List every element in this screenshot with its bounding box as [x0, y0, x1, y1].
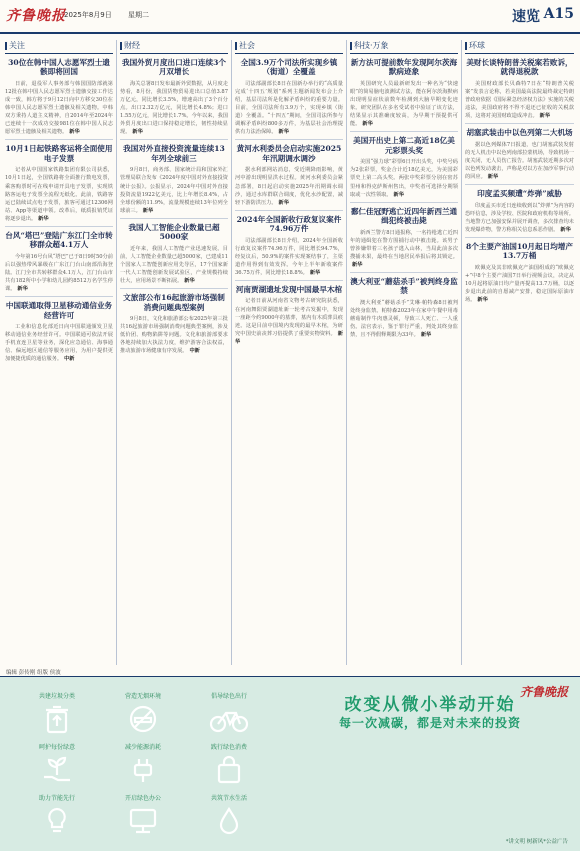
article — [235, 215, 343, 281]
article-headline: 印度孟买频遭“炸弹”威胁 — [477, 189, 562, 199]
article-body: 近年来，我国人工智能产业迅速发展。目前，人工智能企业数量已超5000家，已建成11个国家人工智能创新应用先导区，17个国家新一代人工智能创新发展试验区，产业规模持续壮大，应用场景不断拓展。 新华 — [120, 245, 228, 284]
bicycle-icon — [205, 702, 253, 736]
article — [120, 223, 228, 289]
article-credit: 新华 — [539, 113, 551, 120]
article-credit: 新华 — [142, 207, 154, 214]
column-heading: 财经 — [120, 40, 228, 54]
article-body: 英国研究人员最新研发出一种名为“快速眼”的简易脑电波测试方法，能在阿尔茨海默病出现明显症状前数年检测到大脑早期变化迹象。研究团队在多名受试者中验证了该方法，结果显示其准确度较高，为早期干预提供可能。 新华 — [350, 80, 458, 128]
article-credit: 新华 — [278, 199, 289, 206]
computer-icon — [119, 804, 167, 838]
page-number: A15 — [543, 6, 574, 22]
editor-credits: 编辑 彭传刚 组版 侯波 — [6, 670, 61, 676]
article-body: 新西兰警方8日通报称，一名持枪逃亡近四年的通缉犯在警方围捕行动中被击毙。该男子曾涉嫌带着三名孩子逃入山林，当局此前多次搜捕未果，最终在当地居民举报后将其锁定。新华 — [350, 229, 458, 268]
article-headline: 台风“塔巴”登陆广东江门全市转移群众超4.1万人 — [5, 230, 113, 250]
article-body: 美国财政部长贝森特7日在“特朗普关税案”发表言论称，若美国最高法院最终裁定特朗普政府依据《国际紧急经济权力法》实施的关税违法，美国政府将不得不退还已征收的关税款项，这将对美国财政造成冲击。 新华 — [465, 80, 574, 120]
article-body: 记者从中国国家铁路集团有限公司获悉，10月1日起，全国铁路将全面推行数电发票，乘客购票时可在线申请开具电子发票，实现铁路客运电子发票全流程无纸化。此前，铁路客运已陆续试点电子发票，旅客可通过12306网站、App等渠道申领。改革后，纸质报销凭证将逐步退出。 新华 — [5, 167, 113, 222]
article-body: 海关总署8日发布最新外贸数据，从月度走势看，8月份，我国货物贸易进出口总值3.87万亿元，同比增长3.5%，增速高出了3个百分点。出口2.32万亿元，同比增长4.8%；进口1.55万亿元，同比增长1.7%。今年以来，我国外贸月度出口进口保持稳定增长，韧性持续显现。 新华 — [120, 80, 228, 136]
article-credit: 新华 — [352, 261, 363, 268]
green-tip-label: 开启绿色办公 — [124, 795, 161, 802]
article-headline: 澳大利亚“蘑菇杀手”被判终身监禁 — [350, 276, 458, 296]
article — [465, 128, 574, 185]
article-body: 据水利部网站消息，受近期降雨影响，黄河中游出现明显洪水过程。黄河水利委员会紧急部署，8日起启动实施2025年汛期调水调沙，通过水库群联合调度，优化水沙配置，减轻下游防洪压力。 新华 — [235, 167, 343, 206]
lightbulb-icon — [33, 804, 81, 838]
column-heading: 关注 — [5, 40, 113, 54]
green-tip-label: 呵护每份绿意 — [38, 744, 75, 751]
article — [5, 231, 113, 297]
article-headline: 河南贾湖遗址发现中国最早木棺 — [235, 284, 343, 294]
ad-slogan-main: 改变从微小举动开始 — [344, 695, 516, 715]
article-body: 据以色列媒体7日报道，也门胡塞武装发射的无人机击中以色列南部拉蒙机场，导致机场一度关闭，无人员伤亡报告。胡塞武装近期多次对以色列发动袭击，声称是对以方在加沙军事行动的回应。 新华 — [465, 141, 574, 181]
green-tip — [14, 691, 100, 736]
green-tip-label: 助力节能先行 — [38, 795, 75, 802]
green-tip-label: 共建垃圾分类 — [38, 693, 75, 700]
ad-logo: 齐鲁晚报 — [519, 685, 568, 699]
ad-slogan-sub: 每一次减碳，都是对未来的投资 — [338, 716, 521, 730]
green-tip-label: 践行绿色消费 — [210, 744, 247, 751]
article-credit: 新华 — [487, 174, 499, 181]
article-body: 澳大利亚“蘑菇杀手”艾琳·帕特森8日被判处终身监禁。帕特森2023年在家中午餐中用毒蘑菇制作牛肉惠灵顿，导致三人死亡、一人重伤。法官表示，鉴于罪行严重，判处其终身监禁，且不得假释期限为33年。 新华 — [350, 299, 458, 339]
article — [350, 277, 458, 342]
article-body: 今年第16号台风“塔巴”已于8日9时50分前后以强热带风暴级在广东江门台山南部沿海登陆。江门全市共转移群众4.1万人，江门台山市共有182所中小学和幼儿园约8512万名学生停课。 新华 — [5, 253, 113, 293]
article — [465, 242, 574, 307]
column-guanzhu — [2, 40, 117, 665]
article-headline: 全国3.9万个司法所实现乡镇（街道）全覆盖 — [240, 58, 338, 77]
no-smoking-icon — [119, 702, 167, 736]
green-tip-label: 倡导绿色出行 — [210, 693, 247, 700]
article-credit: 新华 — [235, 330, 343, 345]
green-icon-grid — [14, 691, 274, 838]
article-credit: 新华 — [393, 191, 404, 198]
green-tip — [14, 742, 100, 787]
article-headline: 我国外贸月度出口进口连续3个月双增长 — [121, 58, 226, 77]
article-body: 日前，退役军人事务部与韩国国防部就第12批在韩中国人民志愿军烈士遗骸交接工作达成一致，韩方将于9月12日向中方移交30位在韩中国人民志愿军烈士遗骸及相关遗物。中韩双方秉持人道主义精神，自2014年至2024年已连续十一次成功交接981位在韩中国人民志愿军烈士遗骸及相关遗物。 新华 — [5, 80, 113, 136]
column-heading: 社会 — [235, 40, 343, 54]
article — [120, 58, 228, 140]
column-keji — [347, 40, 462, 665]
green-tip — [186, 691, 272, 736]
article-headline: 文旅部公布16起旅游市场强制消费问题典型案例 — [123, 293, 225, 312]
article-credit: 新华 — [17, 286, 28, 293]
article-headline: 10月1日起铁路客运将全面使用电子发票 — [5, 144, 113, 163]
column-heading: 环球 — [465, 40, 574, 54]
issue-weekday: 星期二 — [128, 11, 149, 19]
article-body: 美国“强力球”彩票6日开出头奖，中奖号码为2张彩票，奖金合计近18亿美元，为美国彩票史上第二高头奖。两张中奖彩票分别在密苏里州和得克萨斯州售出，中奖者可选择分期领取或一次性领取。 新华 — [350, 159, 458, 198]
article — [465, 58, 574, 124]
article-headline: 8个主要产油国10月起日均增产13.7万桶 — [466, 241, 573, 261]
plug-icon — [119, 753, 167, 787]
article-credit: 中新 — [64, 356, 75, 363]
water-drop-icon — [205, 804, 253, 838]
column-shehui — [232, 40, 347, 665]
article — [350, 207, 458, 273]
article-body: 工业和信息化部近日向中国联通颁发卫星移动通信业务经营许可。中国联通可依法开展手机直连卫星等业务，深化应急通信、海事通信、偏远地区通信等服务应用，为用户提供更加便捷优质的通信服务。 中新 — [5, 324, 113, 363]
green-tip — [14, 793, 100, 838]
issue-date: 2025年8月9日 — [64, 11, 112, 19]
article-headline: 黄河水利委员会启动实施2025年汛期调水调沙 — [236, 144, 342, 163]
article-credit: 新华 — [184, 277, 195, 284]
article-body: 印度孟买市近日连续收到以“炸弹”为内容的恐吓信息，涉及学校、医院和政府机构等场所。当地警方已加强安保并展开调查，多次排查均未发现爆炸物，警方称相关信息系恶作剧。 新华 — [465, 202, 574, 233]
article — [465, 189, 574, 238]
column-caijing — [117, 40, 232, 665]
article-headline: 中国联通取得卫星移动通信业务经营许可 — [5, 301, 113, 320]
masthead — [0, 0, 580, 34]
article-credit: 新华 — [560, 226, 571, 233]
article-headline: 新方法可提前数年发现阿尔茨海默病迹象 — [350, 58, 458, 77]
article — [5, 144, 113, 226]
article-headline: 鄱仁佳冠野逃亡近四年新西兰通缉犯终被击毙 — [350, 206, 458, 226]
article-credit: 新华 — [420, 332, 432, 339]
article-headline: 美国开出史上第二高近18亿美元彩票头奖 — [353, 136, 455, 155]
green-tip — [100, 691, 186, 736]
article-credit: 新华 — [278, 129, 289, 136]
article-body: 9月8日，文化和旅游部公布2025年第三批共16起旅游市场强制消费问题典型案例，涉及低价团、购物陷阱等问题。文化和旅游部要求各地持续加大执法力度，维护游客合法权益，推动旅游市场健康有序发展。 中新 — [120, 316, 228, 355]
section-name: 速览 — [512, 9, 540, 25]
column-huanqiu — [462, 40, 577, 665]
article — [350, 58, 458, 132]
article-headline: 30位在韩中国人志愿军烈士遗骸即将回国 — [8, 58, 110, 77]
article-body: 司法部副部长8日介绍，2024年全国新收行政复议案件74.96万件，同比增长94.7%，经复议后，50.9%的案件实现案结事了，主渠道作用得到有效发挥。今年上半年新收案件36.75万件，同比增长18.8%。 新华 — [235, 237, 343, 276]
article — [5, 301, 113, 366]
article-body: 司法部副部长8日在国新办举行的“高质量完成‘十四五’规划”系列主题新闻发布会上介绍，基层司法所是化解矛盾纠纷的重要力量。目前，全国司法所有3.9万个，实现乡镇（街道）全覆盖。“十四五”期间，全国司法所参与调解矛盾纠纷800多万件，为基层社会治理提供有力法治保障。 新华 — [235, 80, 343, 136]
green-tip-label: 共筑节水生活 — [210, 795, 247, 802]
article-credit: 新华 — [309, 269, 321, 276]
article — [235, 285, 343, 349]
article — [235, 144, 343, 210]
green-tip — [186, 742, 272, 787]
newspaper-logo: 齐鲁晚报 — [6, 8, 66, 24]
article-credit: 新华 — [477, 297, 488, 304]
article — [5, 58, 113, 140]
article-credit: 新华 — [69, 129, 80, 136]
green-tip-label: 减少能源消耗 — [124, 744, 161, 751]
recycle-bin-icon — [33, 702, 81, 736]
column-heading: 科技·万象 — [350, 40, 458, 54]
green-tip — [100, 793, 186, 838]
article-headline: 我国对外直接投资流量连续13年列全球前三 — [123, 144, 225, 163]
article — [120, 144, 228, 218]
article-credit: 新华 — [38, 215, 49, 222]
article — [350, 136, 458, 202]
article-headline: 我国人工智能企业数量已超5000家 — [128, 222, 220, 242]
article-body: 9月8日，商务部、国家统计局和国家外汇管理局联合发布《2024年度中国对外直接投资统计公报》。公报显示，2024年中国对外直接投资流量1922亿美元，比上年增长8.4%，占全球份额的11.9%，流量规模连续13年位列全球前三。 新华 — [120, 167, 228, 214]
green-tip-label: 营造无烟环境 — [124, 693, 161, 700]
article-credit: 新华 — [362, 121, 373, 128]
article-credit: 中新 — [189, 348, 200, 355]
green-tip — [100, 742, 186, 787]
article — [120, 293, 228, 358]
article-headline: 美财长谈特朗普关税案若败诉，就得退税款 — [466, 58, 573, 77]
green-tip — [186, 793, 272, 838]
news-columns — [2, 40, 578, 665]
article — [235, 58, 343, 140]
article-body: 记者日前从河南省文物考古研究院获悉，在河南舞阳贾湖遗址新一轮考古发掘中，发现一座距今约9000年的墓葬，墓内有木质葬具痕迹。这是目前中国境内发现的最早木棺，为研究中国史前丧葬习俗提供了重要实物资料。 新华 — [235, 298, 343, 345]
shopping-bag-icon — [205, 753, 253, 787]
article-headline: 2024年全国新收行政复议案件74.96万件 — [236, 214, 342, 234]
plant-hand-icon — [33, 753, 81, 787]
article-credit: 新华 — [132, 129, 143, 136]
article-body: 欧佩克及其非欧佩克产油国组成的“欧佩克+”中8个主要产油国7日举行视频会议，决定从10月起将原油日均产量再提高13.7万桶，以逐步退出此前的自愿减产安排，稳定国际原油市场。 新华 — [465, 264, 574, 304]
ad-credit: *讲文明 树新风*公益广告 — [505, 839, 568, 845]
article-headline: 胡塞武装击中以色列第二大机场 — [466, 128, 573, 138]
